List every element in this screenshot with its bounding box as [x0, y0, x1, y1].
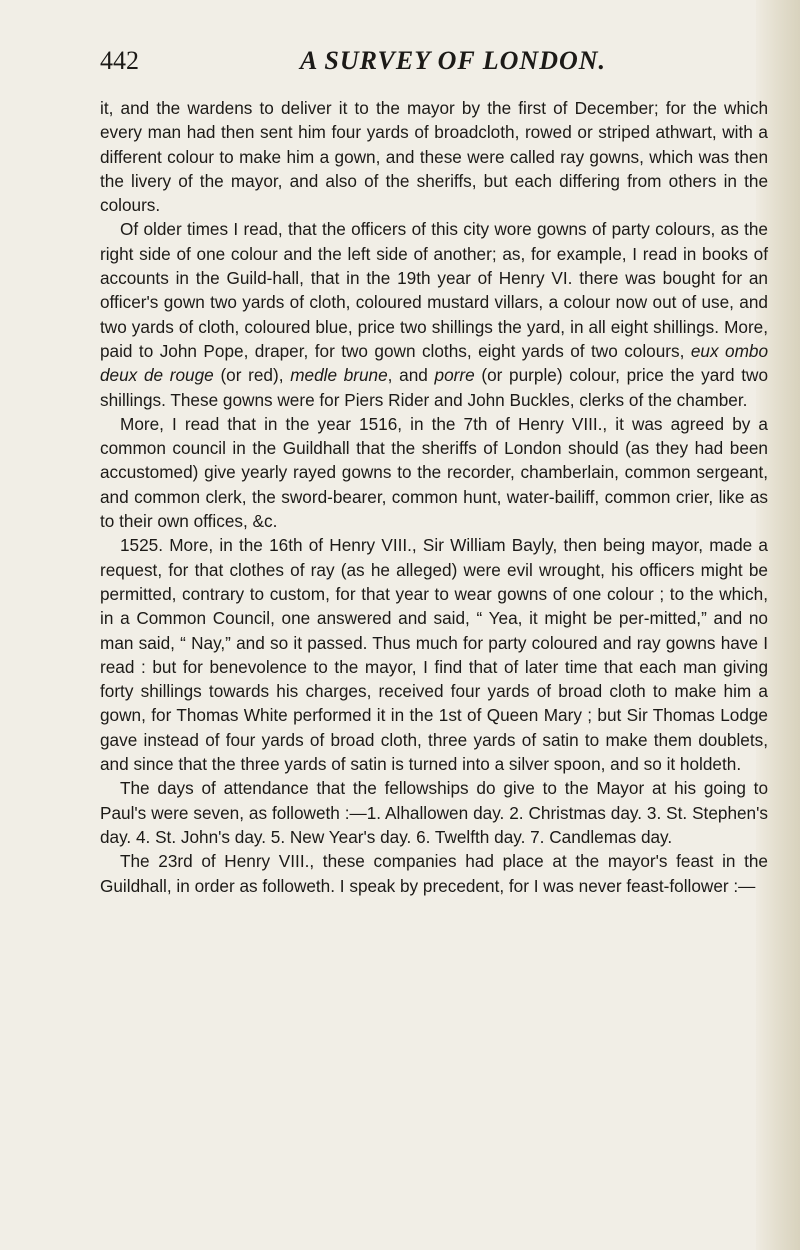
paragraph-3: [100, 412, 768, 533]
body-text: [100, 96, 768, 898]
page-header: [0, 46, 800, 86]
paragraph-4: [100, 533, 768, 776]
paragraph-5: [100, 776, 768, 849]
paragraph-2: [100, 217, 768, 411]
paragraph-2-text-4: (or purple) colour, price the yard two shillings. These gowns were for Piers Rider and John Buckles, clerks of the chamber.: [100, 365, 769, 410]
paragraph-2-text: Of older times I read, that the officers of this city wore gowns of party colours, as the right side of one colour and the left side of another; as, for example, I read in books of accounts in the Guild-hall, that in the 19th year of Henry VI. there was bought for an officer's gown two yards of cloth, coloured mustard villars, a colour now out of use, and two yards of cloth, coloured blue, price two shillings the yard, in all eight shillings. More, paid to John Pope, draper, for two gown cloths, eight yards of two colours,: [100, 219, 768, 361]
paragraph-1-text: it, and the wardens to deliver it to the mayor by the first of December; for the which every man had then sent him four yards of broadcloth, rowed or striped athwart, with a different colour to make him a gown, and these were called ray gowns, which was then the livery of the mayor, and also of the sheriffs, but each differing from others in the colours.: [100, 98, 768, 216]
paragraph-2-text-2: (or red),: [220, 365, 284, 386]
italic-phrase-porre: porre: [434, 365, 475, 386]
italic-phrase-eux-ombo: eux ombo deux de rouge: [100, 340, 769, 386]
paragraph-4-text: 1525. More, in the 16th of Henry VIII., Sir William Bayly, then being mayor, made a request, for that clothes of ray (as he alleged) were evil wrought, his officers might be permitted, contrary to custom, for that year to wear gowns of one colour ; to the which, in a Common Council, one answered and said, “ Yea, it might be per-mitted,” and no man said, “ Nay,” and so it passed. Thus much for party coloured and ray gowns have I read : but for benevolence to the mayor, I find that of later time that each man giving forty shillings towards his charges, received four yards of broad cloth to make him a gown, for Thomas White performed it in the 1st of Queen Mary ; but Sir Thomas Lodge gave instead of four yards of broad cloth, three yards of satin to make them doublets, and since that the three yards of satin is turned into a silver spoon, and so it holdeth.: [100, 535, 768, 775]
paragraph-3-text: More, I read that in the year 1516, in the 7th of Henry VIII., it was agreed by a common council in the Guildhall that the sheriffs of London should (as they had been accustomed) give yearly rayed gowns to the recorder, chamberlain, common sergeant, and common clerk, the sword-bearer, common hunt, water-bailiff, common crier, like as to their own offices, &c.: [100, 413, 768, 532]
paragraph-5-text: The days of attendance that the fellowships do give to the Mayor at his going to Paul's were seven, as followeth :—1. Alhallowen day. 2. Christmas day. 3. St. Stephen's day. 4. St. John's day. 5. New Year's day. 6. Twelfth day. 7. Candlemas day.: [100, 778, 768, 847]
italic-phrase-medle-brune: medle brune: [290, 365, 388, 386]
page-number: 442: [100, 46, 139, 75]
paragraph-6-text: The 23rd of Henry VIII., these companies had place at the mayor's feast in the Guildhall, in order as followeth. I speak by precedent, for I was never feast-follower :—: [100, 851, 768, 896]
paragraph-1: [100, 96, 768, 217]
paragraph-6: [100, 849, 768, 898]
running-head: A SURVEY OF LONDON.: [300, 46, 607, 75]
paragraph-2-text-3: , and: [387, 365, 428, 386]
